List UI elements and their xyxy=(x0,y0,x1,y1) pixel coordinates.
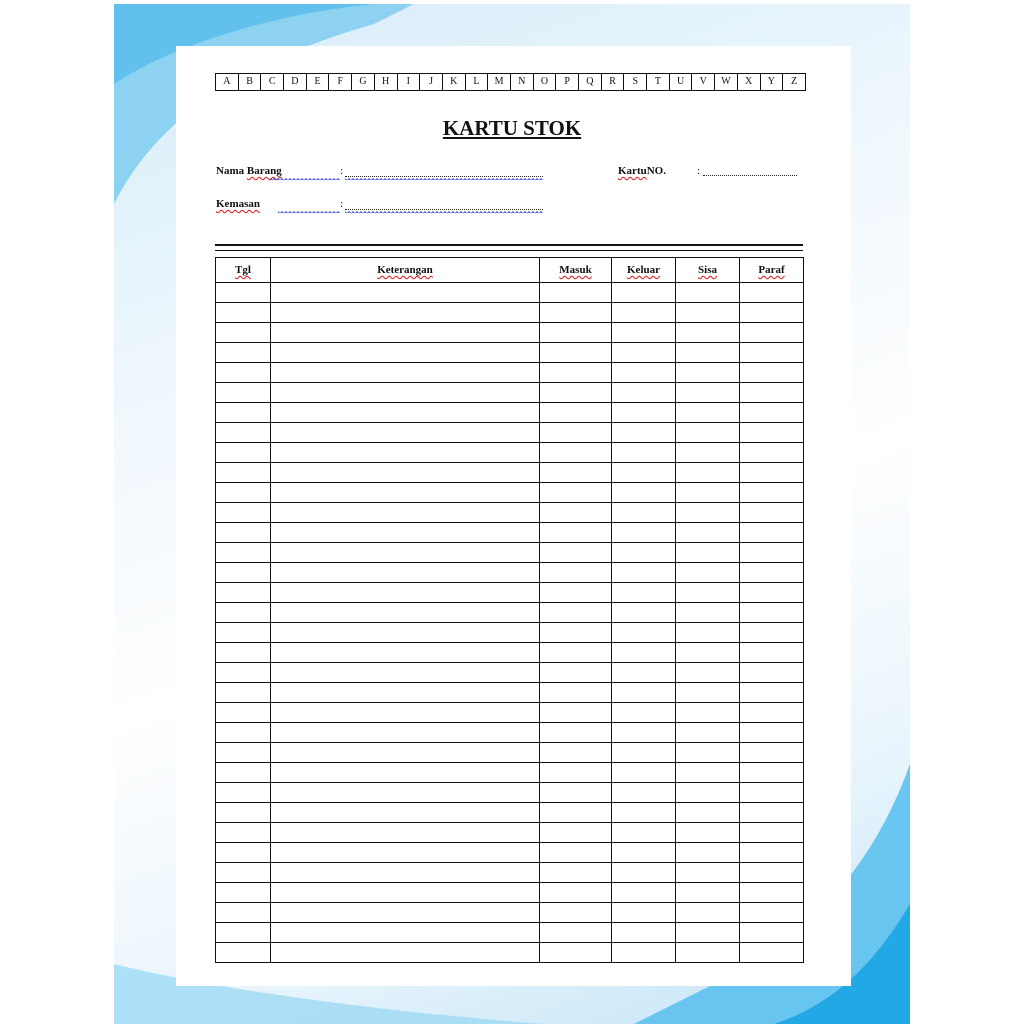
table-cell[interactable] xyxy=(216,323,271,343)
table-cell[interactable] xyxy=(540,563,612,583)
table-row xyxy=(216,803,804,823)
column-header-date: Tgl xyxy=(216,258,271,283)
table-cell[interactable] xyxy=(612,883,676,903)
table-cell[interactable] xyxy=(271,803,540,823)
table-row xyxy=(216,523,804,543)
table-cell[interactable] xyxy=(540,343,612,363)
table-cell[interactable] xyxy=(216,843,271,863)
table-cell[interactable] xyxy=(216,923,271,943)
index-tab-t: T xyxy=(647,74,670,90)
table-cell[interactable] xyxy=(271,543,540,563)
item-name-label: Nama Barang xyxy=(216,165,282,177)
table-cell[interactable] xyxy=(271,643,540,663)
page-title: KARTU STOK xyxy=(442,116,582,140)
table-cell[interactable] xyxy=(612,423,676,443)
table-cell[interactable] xyxy=(540,523,612,543)
table-cell[interactable] xyxy=(271,943,540,963)
table-cell[interactable] xyxy=(612,943,676,963)
table-cell[interactable] xyxy=(271,603,540,623)
column-header-in: Masuk xyxy=(540,258,612,283)
table-cell[interactable] xyxy=(271,843,540,863)
table-cell[interactable] xyxy=(540,843,612,863)
table-row xyxy=(216,723,804,743)
table-row xyxy=(216,303,804,323)
table-cell[interactable] xyxy=(676,643,740,663)
table-cell[interactable] xyxy=(540,763,612,783)
table-cell[interactable] xyxy=(676,543,740,563)
table-header-row xyxy=(216,258,804,283)
table-cell[interactable] xyxy=(540,503,612,523)
table-cell[interactable] xyxy=(540,363,612,383)
table-row xyxy=(216,423,804,443)
table-cell[interactable] xyxy=(271,323,540,343)
table-cell[interactable] xyxy=(676,383,740,403)
table-cell[interactable] xyxy=(612,663,676,683)
grammar-underline xyxy=(345,178,543,182)
table-cell[interactable] xyxy=(271,763,540,783)
table-cell[interactable] xyxy=(740,623,804,643)
table-row xyxy=(216,343,804,363)
table-cell[interactable] xyxy=(540,463,612,483)
table-cell[interactable] xyxy=(540,803,612,823)
packaging-label: Kemasan xyxy=(216,198,260,210)
grammar-underline xyxy=(278,211,340,215)
table-cell[interactable] xyxy=(271,883,540,903)
table-cell[interactable] xyxy=(540,703,612,723)
table-cell[interactable] xyxy=(740,703,804,723)
table-cell[interactable] xyxy=(740,823,804,843)
table-cell[interactable] xyxy=(612,283,676,303)
table-cell[interactable] xyxy=(216,283,271,303)
table-cell[interactable] xyxy=(740,863,804,883)
table-cell[interactable] xyxy=(216,483,271,503)
table-cell[interactable] xyxy=(740,643,804,663)
table-cell[interactable] xyxy=(540,303,612,323)
index-tab-o: O xyxy=(534,74,557,90)
table-cell[interactable] xyxy=(271,523,540,543)
table-cell[interactable] xyxy=(740,583,804,603)
table-row xyxy=(216,863,804,883)
table-cell[interactable] xyxy=(676,443,740,463)
table-cell[interactable] xyxy=(676,623,740,643)
stock-ledger-table xyxy=(215,257,804,963)
index-tab-w: W xyxy=(715,74,738,90)
table-cell[interactable] xyxy=(540,483,612,503)
table-cell[interactable] xyxy=(540,903,612,923)
table-cell[interactable] xyxy=(612,803,676,823)
table-cell[interactable] xyxy=(540,943,612,963)
table-cell[interactable] xyxy=(540,663,612,683)
table-row xyxy=(216,923,804,943)
table-cell[interactable] xyxy=(740,343,804,363)
table-cell[interactable] xyxy=(271,683,540,703)
table-cell[interactable] xyxy=(676,363,740,383)
table-cell[interactable] xyxy=(271,443,540,463)
table-cell[interactable] xyxy=(271,483,540,503)
table-cell[interactable] xyxy=(676,863,740,883)
table-body xyxy=(216,283,804,963)
table-cell[interactable] xyxy=(540,723,612,743)
index-tab-j: J xyxy=(420,74,443,90)
table-cell[interactable] xyxy=(540,883,612,903)
item-name-field[interactable] xyxy=(345,171,543,177)
table-cell[interactable] xyxy=(216,943,271,963)
table-cell[interactable] xyxy=(676,523,740,543)
table-cell[interactable] xyxy=(676,783,740,803)
table-row xyxy=(216,883,804,903)
table-cell[interactable] xyxy=(676,423,740,443)
table-cell[interactable] xyxy=(540,683,612,703)
table-cell[interactable] xyxy=(216,903,271,923)
table-cell[interactable] xyxy=(676,503,740,523)
alphabet-index-bar xyxy=(215,73,806,91)
table-row xyxy=(216,783,804,803)
table-row xyxy=(216,443,804,463)
table-cell[interactable] xyxy=(740,483,804,503)
table-cell[interactable] xyxy=(740,443,804,463)
grammar-underline xyxy=(270,178,340,182)
table-cell[interactable] xyxy=(612,443,676,463)
index-tab-x: X xyxy=(738,74,761,90)
table-cell[interactable] xyxy=(740,803,804,823)
table-cell[interactable] xyxy=(676,323,740,343)
table-row xyxy=(216,503,804,523)
table-cell[interactable] xyxy=(612,563,676,583)
item-name-colon: : xyxy=(340,165,344,177)
column-header-balance: Sisa xyxy=(676,258,740,283)
table-row xyxy=(216,823,804,843)
table-cell[interactable] xyxy=(612,363,676,383)
table-cell[interactable] xyxy=(740,303,804,323)
table-cell[interactable] xyxy=(216,823,271,843)
grammar-underline xyxy=(345,211,543,215)
table-cell[interactable] xyxy=(271,303,540,323)
table-cell[interactable] xyxy=(216,683,271,703)
table-cell[interactable] xyxy=(216,643,271,663)
table-cell[interactable] xyxy=(612,723,676,743)
index-tab-u: U xyxy=(670,74,693,90)
table-cell[interactable] xyxy=(740,883,804,903)
table-row xyxy=(216,483,804,503)
table-cell[interactable] xyxy=(676,803,740,823)
table-cell[interactable] xyxy=(740,423,804,443)
table-cell[interactable] xyxy=(612,643,676,663)
column-header-out: Keluar xyxy=(612,258,676,283)
table-cell[interactable] xyxy=(612,743,676,763)
table-cell[interactable] xyxy=(612,923,676,943)
index-tab-q: Q xyxy=(579,74,602,90)
table-cell[interactable] xyxy=(271,743,540,763)
table-cell[interactable] xyxy=(740,783,804,803)
table-cell[interactable] xyxy=(540,283,612,303)
table-cell[interactable] xyxy=(540,603,612,623)
table-cell[interactable] xyxy=(740,463,804,483)
index-tab-l: L xyxy=(466,74,489,90)
table-cell[interactable] xyxy=(740,943,804,963)
table-cell[interactable] xyxy=(271,783,540,803)
table-cell[interactable] xyxy=(271,823,540,843)
table-cell[interactable] xyxy=(612,623,676,643)
table-cell[interactable] xyxy=(216,443,271,463)
table-row xyxy=(216,663,804,683)
table-cell[interactable] xyxy=(271,283,540,303)
table-cell[interactable] xyxy=(216,663,271,683)
table-row xyxy=(216,603,804,623)
column-header-description: Keterangan xyxy=(271,258,540,283)
table-row xyxy=(216,763,804,783)
table-cell[interactable] xyxy=(612,603,676,623)
table-cell[interactable] xyxy=(740,523,804,543)
table-cell[interactable] xyxy=(612,903,676,923)
table-cell[interactable] xyxy=(216,803,271,823)
table-cell[interactable] xyxy=(216,423,271,443)
table-cell[interactable] xyxy=(612,403,676,423)
table-cell[interactable] xyxy=(216,363,271,383)
table-cell[interactable] xyxy=(540,623,612,643)
table-cell[interactable] xyxy=(540,783,612,803)
table-cell[interactable] xyxy=(676,903,740,923)
table-cell[interactable] xyxy=(740,503,804,523)
table-cell[interactable] xyxy=(216,703,271,723)
table-row xyxy=(216,643,804,663)
table-cell[interactable] xyxy=(540,423,612,443)
table-cell[interactable] xyxy=(676,463,740,483)
table-cell[interactable] xyxy=(740,403,804,423)
index-tab-f: F xyxy=(329,74,352,90)
table-cell[interactable] xyxy=(612,343,676,363)
table-row xyxy=(216,383,804,403)
table-cell[interactable] xyxy=(612,303,676,323)
index-tab-a: A xyxy=(216,74,239,90)
table-cell[interactable] xyxy=(740,843,804,863)
table-cell[interactable] xyxy=(740,743,804,763)
table-cell[interactable] xyxy=(216,503,271,523)
table-cell[interactable] xyxy=(612,503,676,523)
table-cell[interactable] xyxy=(740,543,804,563)
table-cell[interactable] xyxy=(540,923,612,943)
table-row xyxy=(216,363,804,383)
table-cell[interactable] xyxy=(676,743,740,763)
table-cell[interactable] xyxy=(676,403,740,423)
table-cell[interactable] xyxy=(271,343,540,363)
table-cell[interactable] xyxy=(271,423,540,443)
table-cell[interactable] xyxy=(676,583,740,603)
table-cell[interactable] xyxy=(540,823,612,843)
table-cell[interactable] xyxy=(216,743,271,763)
table-cell[interactable] xyxy=(676,603,740,623)
table-cell[interactable] xyxy=(612,463,676,483)
table-cell[interactable] xyxy=(271,583,540,603)
index-tab-s: S xyxy=(624,74,647,90)
table-cell[interactable] xyxy=(216,863,271,883)
table-cell[interactable] xyxy=(676,283,740,303)
table-cell[interactable] xyxy=(612,483,676,503)
table-cell[interactable] xyxy=(540,543,612,563)
index-tab-p: P xyxy=(556,74,579,90)
card-number-label: KartuNO. xyxy=(618,165,666,177)
table-cell[interactable] xyxy=(612,323,676,343)
table-cell[interactable] xyxy=(271,363,540,383)
table-cell[interactable] xyxy=(216,303,271,323)
table-cell[interactable] xyxy=(676,683,740,703)
table-cell[interactable] xyxy=(216,403,271,423)
table-cell[interactable] xyxy=(676,663,740,683)
table-cell[interactable] xyxy=(740,923,804,943)
table-cell[interactable] xyxy=(676,823,740,843)
table-cell[interactable] xyxy=(271,723,540,743)
table-cell[interactable] xyxy=(216,623,271,643)
table-row xyxy=(216,323,804,343)
table-cell[interactable] xyxy=(740,383,804,403)
table-cell[interactable] xyxy=(740,763,804,783)
table-cell[interactable] xyxy=(216,523,271,543)
table-cell[interactable] xyxy=(740,363,804,383)
table-cell[interactable] xyxy=(740,723,804,743)
table-cell[interactable] xyxy=(216,343,271,363)
index-tab-r: R xyxy=(602,74,625,90)
index-tab-i: I xyxy=(398,74,421,90)
index-tab-n: N xyxy=(511,74,534,90)
index-tab-h: H xyxy=(375,74,398,90)
table-cell[interactable] xyxy=(676,483,740,503)
table-cell[interactable] xyxy=(676,723,740,743)
table-cell[interactable] xyxy=(612,523,676,543)
table-cell[interactable] xyxy=(676,563,740,583)
table-row xyxy=(216,563,804,583)
table-row xyxy=(216,403,804,423)
table-cell[interactable] xyxy=(540,403,612,423)
table-cell[interactable] xyxy=(740,603,804,623)
table-cell[interactable] xyxy=(271,623,540,643)
table-cell[interactable] xyxy=(216,563,271,583)
table-cell[interactable] xyxy=(612,863,676,883)
table-cell[interactable] xyxy=(216,543,271,563)
packaging-field[interactable] xyxy=(345,204,543,210)
index-tab-y: Y xyxy=(761,74,784,90)
table-cell[interactable] xyxy=(271,563,540,583)
table-cell[interactable] xyxy=(740,663,804,683)
index-tab-d: D xyxy=(284,74,307,90)
table-cell[interactable] xyxy=(740,283,804,303)
table-cell[interactable] xyxy=(216,383,271,403)
table-cell[interactable] xyxy=(612,583,676,603)
column-header-initials: Paraf xyxy=(740,258,804,283)
table-cell[interactable] xyxy=(271,863,540,883)
table-row xyxy=(216,623,804,643)
table-cell[interactable] xyxy=(612,783,676,803)
table-row xyxy=(216,583,804,603)
table-cell[interactable] xyxy=(740,683,804,703)
index-tab-g: G xyxy=(352,74,375,90)
packaging-colon: : xyxy=(340,198,344,210)
table-cell[interactable] xyxy=(676,763,740,783)
header-double-rule xyxy=(215,244,803,251)
table-cell[interactable] xyxy=(676,883,740,903)
table-row xyxy=(216,283,804,303)
index-tab-b: B xyxy=(239,74,262,90)
table-cell[interactable] xyxy=(540,323,612,343)
table-row xyxy=(216,843,804,863)
table-cell[interactable] xyxy=(676,303,740,323)
table-cell[interactable] xyxy=(216,463,271,483)
table-cell[interactable] xyxy=(612,383,676,403)
table-row xyxy=(216,943,804,963)
card-number-colon: : xyxy=(697,165,701,177)
table-row xyxy=(216,903,804,923)
index-tab-e: E xyxy=(307,74,330,90)
card-number-field[interactable] xyxy=(703,170,797,176)
table-row xyxy=(216,703,804,723)
table-cell[interactable] xyxy=(540,443,612,463)
table-cell[interactable] xyxy=(676,703,740,723)
table-row xyxy=(216,743,804,763)
table-row xyxy=(216,463,804,483)
table-cell[interactable] xyxy=(271,703,540,723)
table-cell[interactable] xyxy=(612,763,676,783)
table-cell[interactable] xyxy=(216,763,271,783)
table-cell[interactable] xyxy=(540,383,612,403)
index-tab-k: K xyxy=(443,74,466,90)
table-cell[interactable] xyxy=(271,923,540,943)
table-cell[interactable] xyxy=(676,943,740,963)
index-tab-z: Z xyxy=(790,76,798,87)
table-cell[interactable] xyxy=(271,503,540,523)
table-cell[interactable] xyxy=(676,923,740,943)
table-cell[interactable] xyxy=(676,343,740,363)
table-cell[interactable] xyxy=(540,643,612,663)
table-cell[interactable] xyxy=(216,783,271,803)
table-cell[interactable] xyxy=(271,903,540,923)
table-cell[interactable] xyxy=(271,403,540,423)
table-cell[interactable] xyxy=(612,543,676,563)
table-cell[interactable] xyxy=(612,703,676,723)
table-cell[interactable] xyxy=(540,743,612,763)
index-tab-c: C xyxy=(261,74,284,90)
index-tab-m: M xyxy=(488,74,511,90)
table-row xyxy=(216,543,804,563)
index-tab-v: V xyxy=(692,74,715,90)
table-cell[interactable] xyxy=(740,323,804,343)
table-cell[interactable] xyxy=(740,563,804,583)
table-cell[interactable] xyxy=(612,843,676,863)
table-cell[interactable] xyxy=(216,723,271,743)
table-cell[interactable] xyxy=(216,603,271,623)
table-cell[interactable] xyxy=(740,903,804,923)
table-cell[interactable] xyxy=(676,843,740,863)
table-cell[interactable] xyxy=(612,683,676,703)
table-cell[interactable] xyxy=(271,663,540,683)
table-cell[interactable] xyxy=(540,583,612,603)
table-row xyxy=(216,683,804,703)
table-cell[interactable] xyxy=(216,583,271,603)
table-cell[interactable] xyxy=(216,883,271,903)
table-cell[interactable] xyxy=(271,463,540,483)
table-cell[interactable] xyxy=(612,823,676,843)
table-cell[interactable] xyxy=(271,383,540,403)
table-cell[interactable] xyxy=(540,863,612,883)
